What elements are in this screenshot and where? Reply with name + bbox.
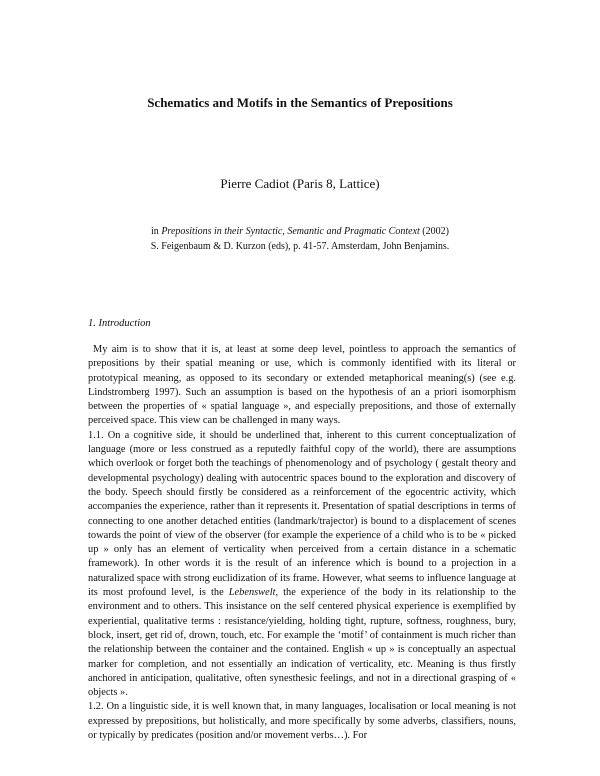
paragraph-2-term: Lebenswelt — [228, 587, 276, 599]
paper-title: Schematics and Motifs in the Semantics of Prepositions — [147, 95, 453, 110]
citation-book-title: Prepositions in their Syntactic, Semantic and Pragmatic Context — [161, 226, 420, 237]
citation-line-2: S. Feigenbaum & D. Kurzon (eds), p. 41-57. Amsterdam, John Benjamins. — [150, 241, 450, 252]
paragraph-1: My aim is to show that it is, at least at some deep level, pointless to approach the semantics of prepositions by their spatial meaning or use, which is commonly identified with its literal or prototypical meaning, as opposed to its secondary or extended metaphorical meaning(s) (see e.g. Lindstromberg 1997). Such an assumption is based on the hypothesis of an a priori isomorphism between the properties of « spatial language », and especially prepositions, and those of externally perceived space. This view can be challenged in many ways. — [88, 344, 516, 427]
citation-prefix: in — [151, 226, 162, 237]
paragraph-3: 1.2. On a linguistic side, it is well known that, in many languages, localisation or local meaning is not expressed by prepositions, but holistically, and more specifically by some adverbs, classifiers, nouns, or typically by predicates (position and/or movement verbs…). For — [88, 701, 516, 742]
citation-line-1 — [60, 224, 540, 239]
paragraph-2 — [88, 429, 516, 701]
author-line: Pierre Cadiot (Paris 8, Lattice) — [220, 176, 380, 191]
section-heading: 1. Introduction — [88, 318, 151, 329]
body-text — [88, 343, 516, 743]
citation-block — [60, 224, 540, 254]
citation-year: (2002) — [419, 226, 449, 237]
paragraph-2-text-b: , the experience of the body in its relationship to the environment and to others. This insistance on the self centered physical experience is exemplified by experiential, qualitative terms : resistance/yielding, holding tight, rupture, softness, roughness, bury, block, insert, get rid of, drown, touch, etc. For example the ‘motif’ of containment is much richer than the relationship between the container and the contained. English « up » is conceptually an aspectual marker for completion, and not essentially an indication of verticality, etc. Meaning is thus firstly anchored in anticipation, qualitative, often synesthesic feelings, and not in a directional grasping of « objects ». — [88, 587, 517, 699]
paragraph-2-text-a: 1.1. On a cognitive side, it should be underlined that, inherent to this current conceptualization of language (more or less construed as a reputedly faithful copy of the world), there are assumptions which overlook or forget both the teachings of phenomenology and of psychology ( gestalt theory and developmental psychology) dealing with autocentric spaces bound to the exploration and discovery of the body. Speech should firstly be considered as a reinforcement of the egocentric activity, which accompanies the experience, rather than it represents it. Presentation of spatial descriptions in terms of connecting to one another detached entities (landmark/trajector) is bound to a displacement of scenes towards the point of view of the observer (for example the experience of a child who is to be « picked up » only has an element of verticality when perceived from a certain distance in a schematic framework). In other words it is the result of an inference which is bound to a projection in a naturalized space with strong euclidization of its frame. However, what seems to influence language at its most profound level, is the — [88, 429, 516, 599]
